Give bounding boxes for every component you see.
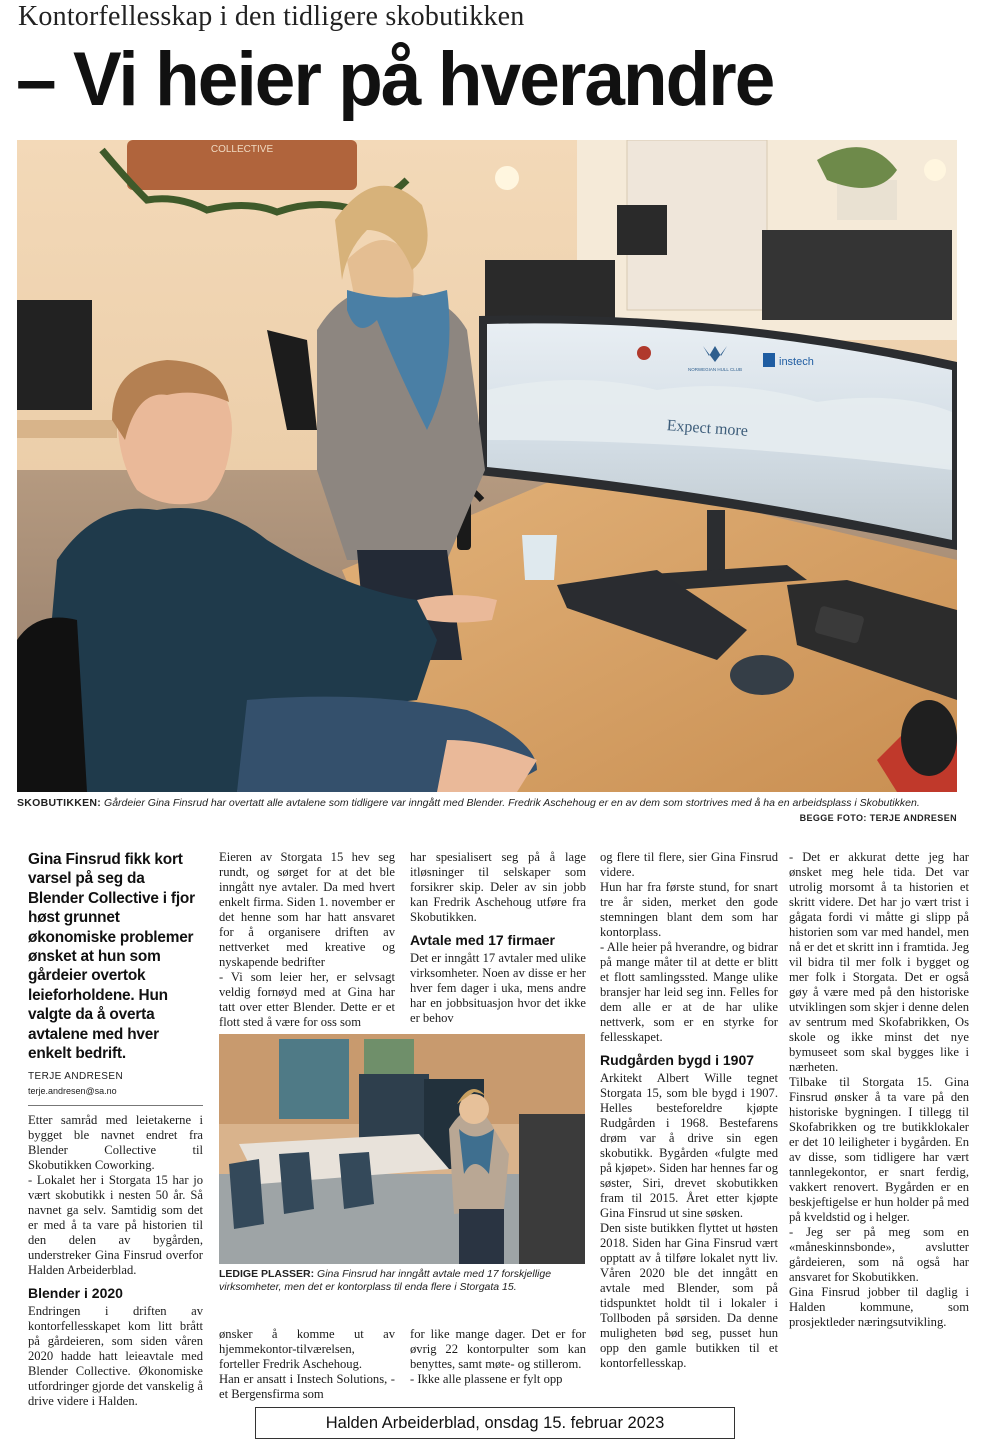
mug (522, 535, 557, 580)
byline-email[interactable]: terje.andresen@sa.no (28, 1086, 117, 1097)
paragraph: Tilbake til Storgata 15. Gina Finsrud ønsker å ta vare på den historiske bygningen. I tillegg til Skofabrikken og tre butikklokaler er det 10 leiligheter i bygården. En av disse, som tidligere har vært tannlegekontor, er snart ferdig, vakkert renovert. Bygården er en beskjeftigelse er hun holder på med på kveldstid og i helger. (789, 1075, 969, 1224)
caption-label: SKOBUTIKKEN: (17, 797, 102, 809)
caption-text: Gina Finsrud har inngått avtale med 17 forskjellige virksomheter, men det er kontorplass til enda flere i Storgata 15. (219, 1268, 552, 1293)
paragraph: Gina Finsrud jobber til daglig i Halden kommune, som prosjektleder næringsutvikling. (789, 1285, 969, 1329)
photo-credit: BEGGE FOTO: TERJE ANDRESEN (799, 813, 957, 823)
paragraph: - Det er akkurat dette jeg har ønsket meg hele tida. Det var utrolig morsomt å ta historien et skritt videre. Det har jo vært trist i gågata fordi vi måtte gi slipp på historien som var med handel, men nå er det et skritt inn i framtida. Jeg vil bidra til mer folk i bygget og mer folk i Storgata. Det er også gøy å være med på den historiske utviklingen som skjer i denne delen av sentrum med Skofabrikken, Os skole og ikke minst det nye bymuseet som skal bygges like i nærheten. (789, 850, 969, 1074)
paragraph: ønsker å komme ut av hjemmekontor-tilværelsen, forteller Fredrik Aschehoug. (219, 1327, 395, 1371)
paragraph: og flere til flere, sier Gina Finsrud videre. (600, 850, 778, 879)
headline: – Vi heier på hverandre (16, 37, 774, 122)
byline-name: TERJE ANDRESEN (28, 1071, 124, 1083)
paragraph: - Alle heier på hverandre, og bidrar på mange måter til at dette er blitt et flott samlingssted. Mange ulike bransjer har leid seg inn. Felles for dem alle er at de har ulike nettverk, som er en styrke for fellesskapet. (600, 940, 778, 1044)
office-photo-caption (219, 1268, 585, 1294)
column-3-continued (410, 1327, 586, 1387)
paragraph: for like mange dager. Det er for øvrig 22 kontorpulter som kan benyttes, samt møte- og stillerom. (410, 1327, 586, 1371)
paragraph: Det er inngått 17 avtaler med ulike virksomheter. Noen av disse er her hver fem dager i uka, mens andre har en jobbsituasjon hvor det ikke er behov (410, 951, 586, 1025)
paragraph: - Ikke alle plassene er fylt opp (410, 1372, 563, 1386)
subheading: Rudgården bygd i 1907 (600, 1052, 755, 1068)
ingress: Gina Finsrud fikk kort varsel på seg da Blender Collective i fjor høst grunnet økonomiske problemer ønsket at hun som gårdeier overtok leieforholdene. Hun valgte da å overta avtalene med hver enkelt bedrift. (28, 851, 195, 1063)
kicker: Kontorfellesskap i den tidligere skobutikken (18, 1, 525, 32)
wall-lamp (495, 166, 519, 190)
screen-logo-1: NORWEGIAN HULL CLUB (687, 367, 743, 372)
column-2 (219, 850, 395, 1030)
paragraph: Endringen i driften av kontorfellesskapet kom litt brått på gårdeieren, som siden våren 2020 hadde hatt leieavtale med Blender Collective. Økonomiske utfordringer gjorde det vanskelig å drive videre i Halden. (28, 1304, 203, 1409)
caption-text: Gårdeier Gina Finsrud har overtatt alle avtalene som tidligere var inngått med Blender. Fredrik Aschehoug er en av dem som stortrives med å ha en arbeidsplass i Skobutikken. (104, 797, 920, 809)
subheading: Avtale med 17 firmaer (410, 932, 555, 948)
paragraph: - Jeg ser på meg som en «måneskinnsbonde», avslutter gårdeieren, som nå også har ansvaret for Skobutikken. (789, 1225, 969, 1284)
column-2-continued (219, 1327, 395, 1402)
paragraph: Han er ansatt i Instech Solutions, - et Bergensfirma som (219, 1372, 395, 1401)
paragraph: - Lokalet her i Storgata 15 har jo vært skobutikk i nesten 50 år. Så navnet ga selv. Samtidig som det er med å ta vare på historien til den delen av bygården, understreker Gina Finsrud overfor Halden Arbeiderblad. (28, 1173, 203, 1278)
paragraph: Etter samråd med leietakerne i bygget ble navnet endret fra Blender Collective til Skobutikken Coworking. (28, 1113, 203, 1173)
caption-label: LEDIGE PLASSER: (219, 1268, 315, 1280)
paragraph: har spesialisert seg på å lage itløsninger til selskaper som forsikrer skip. Deler av sin jobb kan Fredrik Aschehoug utføre fra Skobutikken. (410, 850, 586, 924)
column-4 (600, 850, 778, 1371)
screen-logo-2: instech (779, 356, 814, 368)
column-1 (28, 850, 203, 1409)
subheading: Blender i 2020 (28, 1285, 123, 1302)
sign-text: COLLECTIVE (210, 144, 274, 155)
paragraph: Eieren av Storgata 15 hev seg rundt, og sørget for at det ble inngått nye avtaler. Da med hvert enkelt firma. Siden 1. november er det henne som har hatt ansvaret for å organisere driften av nettverket med kreative og nyskapende bedrifter (219, 850, 395, 969)
column-5 (789, 850, 969, 1330)
mouse (730, 655, 794, 695)
source-footer: Halden Arbeiderblad, onsdag 15. februar 2023 (255, 1407, 735, 1439)
paragraph: Den siste butikken flyttet ut høsten 2018. Siden har Gina Finsrud vært opptatt av å tilføre lokalet nytt liv. Våren 2020 ble det inngått en avtale med Blender, som på tidspunktet holdt til i lokaler i Tollboden på sørsiden. Da denne muligheten bød seg, pusset hun opp den gamle butikken til et kontorfellesskap. (600, 1221, 778, 1370)
office-photo (219, 1034, 585, 1264)
screen-text: Expect more (666, 417, 749, 440)
paragraph: Hun har fra første stund, for snart tre år siden, merket den gode stemningen blant dem som har kontorplass. (600, 880, 778, 939)
column-3 (410, 850, 586, 1026)
main-photo-caption (17, 797, 957, 810)
main-photo (17, 140, 957, 792)
left-monitor (17, 300, 92, 410)
paragraph: - Vi som leier her, er selvsagt veldig fornøyd med at Gina har tatt over etter Blender. Dette er et flott sted å være for oss som (219, 970, 395, 1029)
paragraph: Arkitekt Albert Wille tegnet Storgata 15, som ble bygd i 1907. Helles besteforeldre kjøpte Rudgården i 1968. Bestefarens drøm var å drive sin egen skobutikk. Bygården «fulgte med på kjøpet». Siden har hennes far og søster, Siri, drevet skobutikken fram til 2015. Året etter kjøpte Gina Finsrud ut sine søsken. (600, 1071, 779, 1220)
divider (28, 1105, 203, 1106)
